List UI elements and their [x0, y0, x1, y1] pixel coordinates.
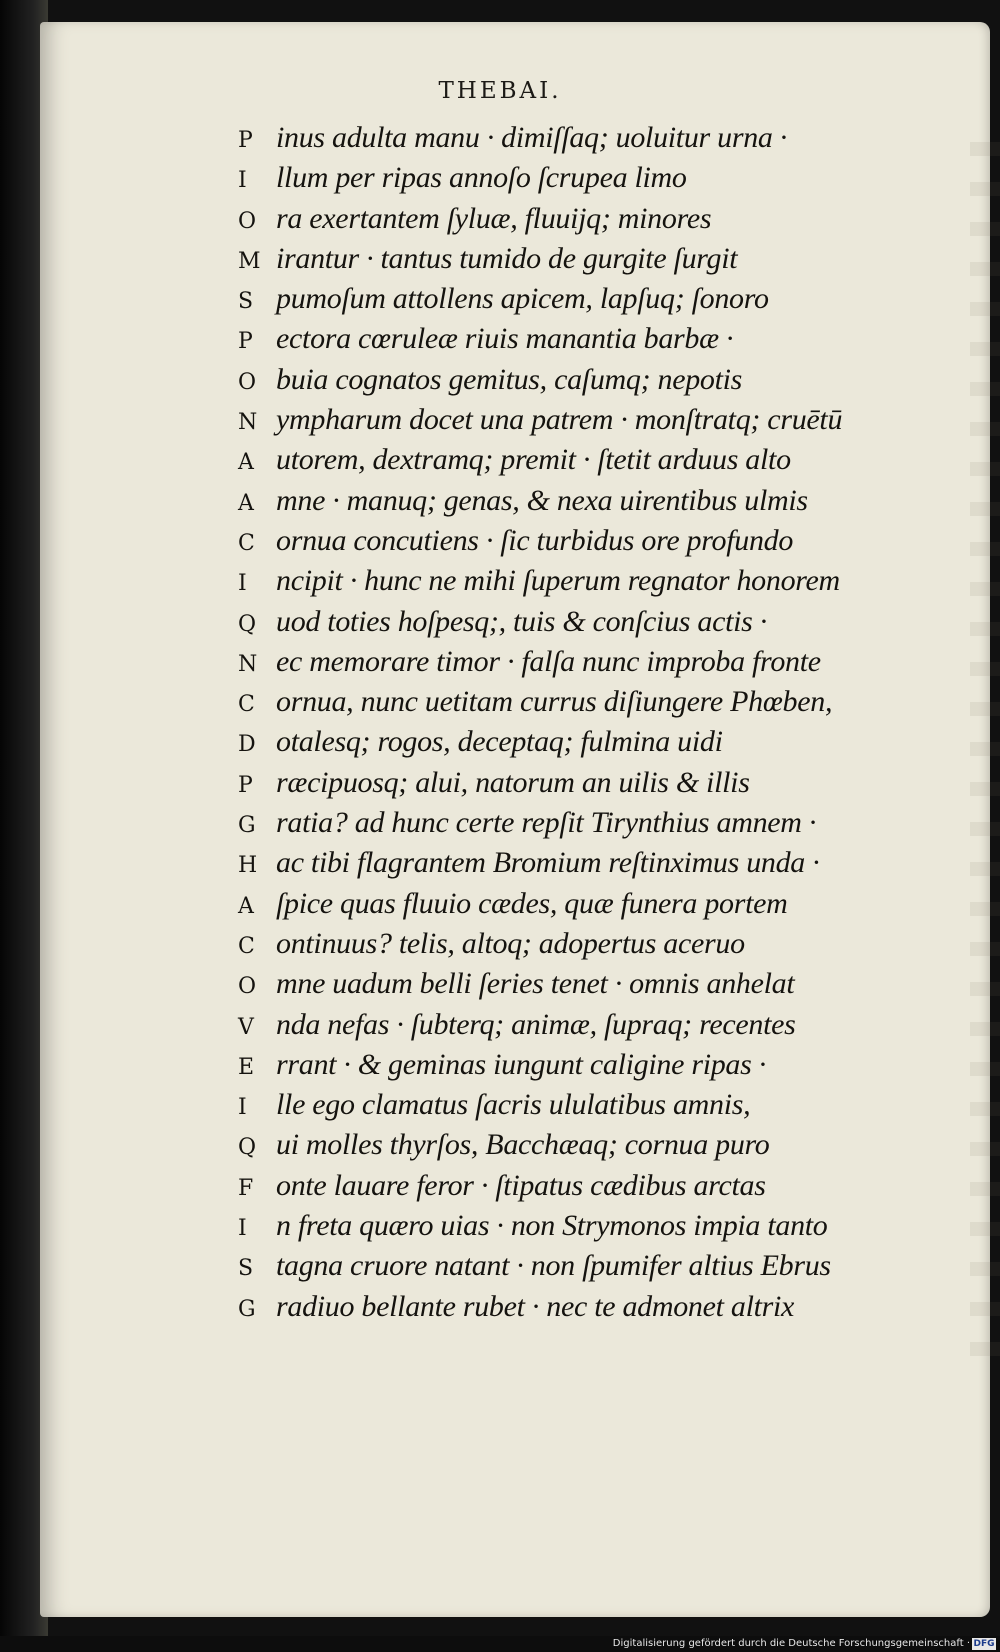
verse-line [238, 1246, 958, 1286]
verse-line [238, 1005, 958, 1045]
line-text: llum per ripas annoſo ſcrupea limo [276, 161, 687, 195]
line-text: ncipit · hunc ne mihi ſuperum regnator honorem [276, 564, 840, 598]
line-text: ſpice quas fluuio cædes, quæ funera portem [276, 886, 788, 920]
show-through-text [970, 142, 1000, 1382]
line-initial: C [238, 933, 255, 959]
line-initial: H [238, 853, 258, 879]
line-initial: I [238, 571, 247, 597]
verse-line [238, 843, 958, 883]
verse-line [238, 521, 958, 561]
line-text: otalesq; rogos, deceptaq; fulmina uidi [276, 725, 723, 759]
verse-block [238, 118, 958, 1327]
line-text: nda nefas · ſubterq; animæ, ſupraq; recentes [276, 1007, 796, 1041]
line-text: radiuo bellante rubet · nec te admonet altrix [276, 1289, 795, 1323]
line-initial: I [238, 168, 247, 194]
line-initial: C [238, 530, 255, 556]
verse-line [238, 642, 958, 682]
running-head: THEBAI. [438, 78, 562, 104]
line-text: pumoſum attollens apicem, lapſuq; ſonoro [276, 282, 769, 316]
verse-line [238, 481, 958, 521]
line-text: utorem, dextramq; premit · ſtetit arduus alto [276, 443, 791, 477]
line-initial: S [238, 289, 254, 315]
line-text: irantur · tantus tumido de gurgite ſurgit [276, 241, 738, 275]
line-text: ui molles thyrſos, Bacchæaq; cornua puro [276, 1128, 770, 1162]
line-text: ympharum docet una patrem · monſtratq; cruētū [276, 403, 843, 437]
line-text: tagna cruore natant · non ſpumifer altius Ebrus [276, 1249, 831, 1283]
verse-line [238, 319, 958, 359]
line-initial: A [238, 893, 254, 919]
line-initial: P [238, 772, 253, 798]
verse-line [238, 1166, 958, 1206]
line-text: rrant · & geminas iungunt caligine ripas · [276, 1047, 766, 1081]
line-text: ec memorare timor · falſa nunc improba fronte [276, 644, 821, 678]
line-initial: N [238, 410, 258, 436]
verse-line [238, 1045, 958, 1085]
line-initial: P [238, 128, 253, 153]
line-initial: G [238, 1296, 256, 1322]
verse-line [238, 1125, 958, 1165]
verse-line [238, 1085, 958, 1125]
line-text: onte lauare feror · ſtipatus cædibus arctas [276, 1168, 766, 1202]
line-initial: G [238, 813, 256, 839]
verse-line [238, 440, 958, 480]
verse-line [238, 279, 958, 319]
line-initial: I [238, 1095, 247, 1121]
line-text: ornua concutiens · ſic turbidus ore profundo [276, 523, 794, 557]
line-text: ra exertantem ſyluæ, fluuijq; minores [276, 201, 712, 235]
line-initial: A [238, 490, 254, 516]
line-text: ræcipuosq; alui, natorum an uilis & illis [276, 765, 750, 799]
verse-line [238, 360, 958, 400]
line-initial: O [238, 369, 257, 395]
line-text: uod toties hoſpesq;, tuis & conſcius actis · [276, 604, 767, 638]
verse-line [238, 763, 958, 803]
line-text: lle ego clamatus ſacris ululatibus amnis, [276, 1088, 751, 1122]
line-initial: O [238, 974, 257, 1000]
dfg-logo: DFG [973, 1639, 995, 1649]
line-initial: F [238, 1175, 254, 1201]
verse-line [238, 400, 958, 440]
line-text: ectora cœruleæ riuis manantia barbæ · [276, 322, 734, 356]
line-initial: Q [238, 611, 257, 637]
verse-line [238, 561, 958, 601]
funding-notice: Digitalisierung gefördert durch die Deutsche Forschungsgemeinschaft · [612, 1638, 970, 1649]
line-initial: P [238, 329, 253, 355]
line-text: mne · manuq; genas, & nexa uirentibus ulmis [276, 483, 808, 517]
verse-line [238, 803, 958, 843]
line-text: inus adulta manu · dimiſſaq; uoluitur urna · [276, 121, 787, 154]
line-initial: E [238, 1054, 255, 1080]
verse-line [238, 884, 958, 924]
verse-line [238, 239, 958, 279]
line-text: ratia? ad hunc certe repſit Tirynthius amnem · [276, 806, 817, 840]
verse-line [238, 924, 958, 964]
line-initial: N [238, 651, 258, 677]
verse-line [238, 158, 958, 198]
line-initial: I [238, 1216, 247, 1242]
verse-line [238, 118, 958, 158]
line-initial: O [238, 208, 257, 234]
line-initial: V [238, 1014, 254, 1040]
line-initial: S [238, 1256, 254, 1282]
verse-line [238, 1287, 958, 1327]
line-text: mne uadum belli ſeries tenet · omnis anhelat [276, 967, 795, 1001]
line-text: n freta quæro uias · non Strymonos impia tanto [276, 1209, 828, 1243]
line-initial: C [238, 692, 255, 718]
line-text: ornua, nunc uetitam currus diſiungere Phœben, [276, 685, 833, 719]
line-initial: A [238, 450, 254, 476]
line-text: ac tibi flagrantem Bromium reſtinximus unda · [276, 846, 820, 880]
verse-line [238, 682, 958, 722]
line-text: ontinuus? telis, altoq; adopertus aceruo [276, 926, 745, 960]
line-text: buia cognatos gemitus, caſumq; nepotis [276, 362, 743, 396]
verse-line [238, 199, 958, 239]
verse-line [238, 602, 958, 642]
verse-line [238, 1206, 958, 1246]
verse-line [238, 964, 958, 1004]
line-initial: D [238, 732, 256, 758]
line-initial: M [238, 248, 261, 274]
verse-line [238, 722, 958, 762]
line-initial: Q [238, 1135, 257, 1161]
